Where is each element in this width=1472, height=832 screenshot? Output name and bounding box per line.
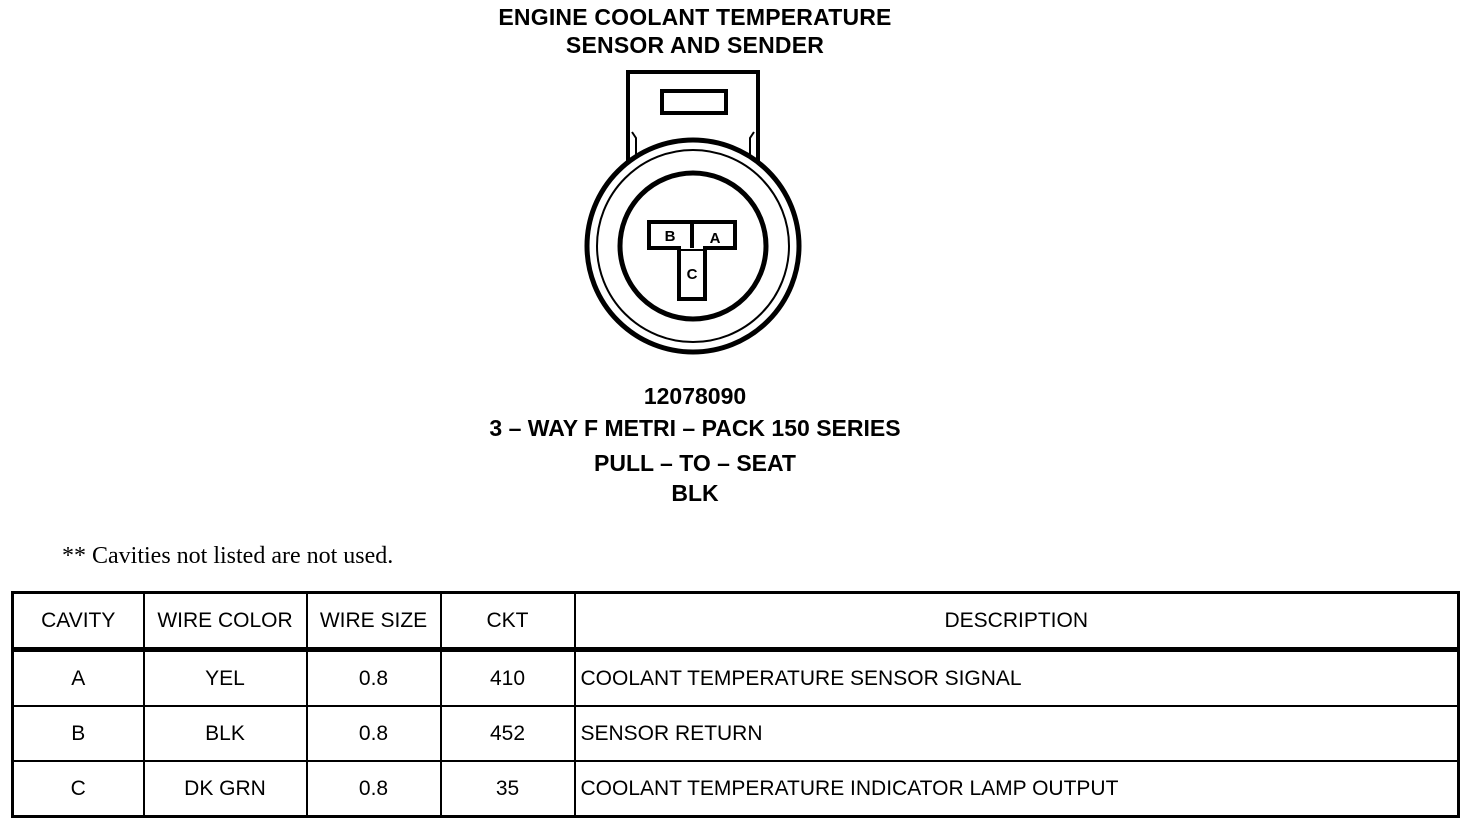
header-wire-size: WIRE SIZE xyxy=(307,593,441,650)
header-description: DESCRIPTION xyxy=(575,593,1459,650)
connector-lock-window xyxy=(662,91,726,113)
table-header-row xyxy=(13,593,1459,650)
table-row xyxy=(13,761,1459,817)
cell-description: COOLANT TEMPERATURE SENSOR SIGNAL xyxy=(575,650,1459,707)
cell-cavity: A xyxy=(13,650,144,707)
table-row xyxy=(13,706,1459,761)
header-circuit: CKT xyxy=(441,593,575,650)
cell-circuit: 410 xyxy=(441,650,575,707)
cavity-label-a: A xyxy=(709,230,721,247)
connector-style: PULL – TO – SEAT xyxy=(594,450,796,476)
cell-cavity: B xyxy=(13,706,144,761)
cell-wire-size: 0.8 xyxy=(307,706,441,761)
diagram-title-line-2: SENSOR AND SENDER xyxy=(565,32,825,58)
cell-wire-size: 0.8 xyxy=(307,761,441,817)
connector-color: BLK xyxy=(671,480,719,506)
connector-face-drawing xyxy=(580,68,810,358)
cell-description: SENSOR RETURN xyxy=(575,706,1459,761)
cell-wire-size: 0.8 xyxy=(307,650,441,707)
table-row xyxy=(13,650,1459,707)
cell-circuit: 35 xyxy=(441,761,575,817)
header-wire-color: WIRE COLOR xyxy=(144,593,307,650)
cavity-label-c: C xyxy=(686,266,698,283)
pinout-table xyxy=(11,591,1460,818)
cell-wire-color: BLK xyxy=(144,706,307,761)
diagram-title-line-1: ENGINE COOLANT TEMPERATURE xyxy=(498,4,892,30)
cell-cavity: C xyxy=(13,761,144,817)
cell-wire-color: YEL xyxy=(144,650,307,707)
cell-circuit: 452 xyxy=(441,706,575,761)
header-cavity: CAVITY xyxy=(13,593,144,650)
cavity-label-b: B xyxy=(664,228,676,245)
connector-type: 3 – WAY F METRI – PACK 150 SERIES xyxy=(489,415,901,441)
cell-description: COOLANT TEMPERATURE INDICATOR LAMP OUTPUT xyxy=(575,761,1459,817)
connector-part-number: 12078090 xyxy=(643,383,747,409)
unused-cavities-note: ** Cavities not listed are not used. xyxy=(62,543,394,569)
cell-wire-color: DK GRN xyxy=(144,761,307,817)
